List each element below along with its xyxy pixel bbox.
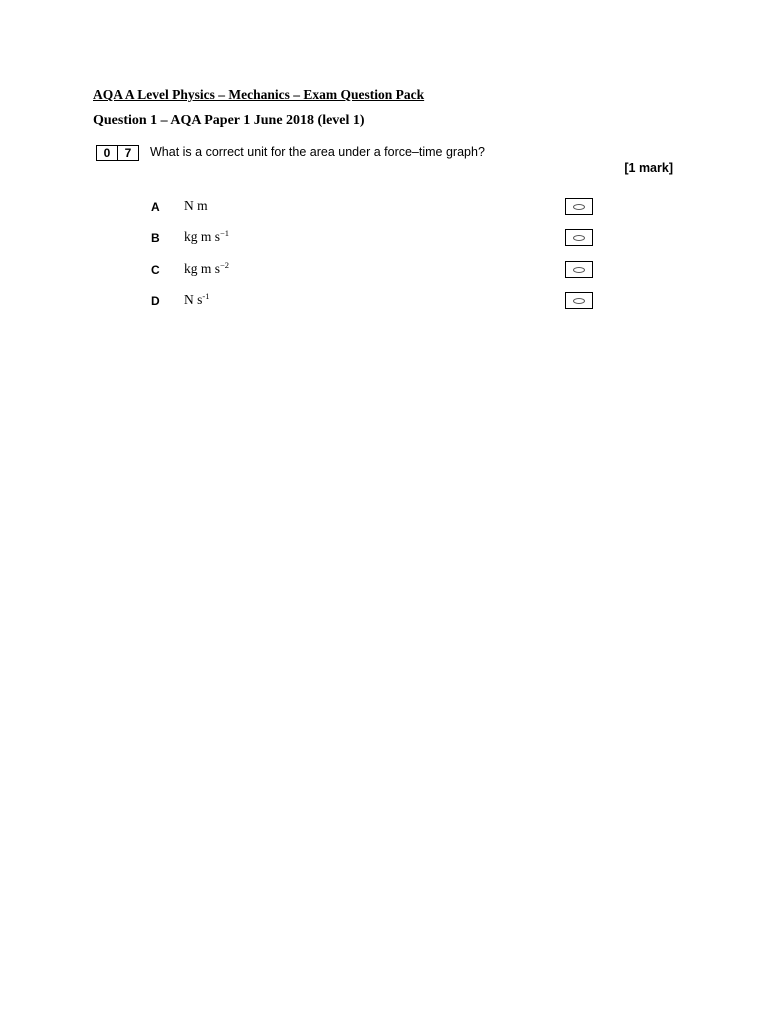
option-exponent: -1: [202, 291, 210, 301]
answer-checkbox-c[interactable]: [565, 261, 593, 278]
question-number-digit: 0: [103, 146, 111, 160]
option-unit: kg m $s^{-1}$: [184, 228, 230, 244]
question-text: What is a correct unit for the area under a force–time graph?: [150, 145, 485, 159]
question-number-digit: 7: [117, 146, 138, 160]
question-number-box: [96, 145, 139, 161]
answer-checkbox-b[interactable]: [565, 229, 593, 246]
option-exponent: −2: [220, 260, 230, 270]
question-heading: Question 1 – AQA Paper 1 June 2018 (level 1): [93, 113, 365, 128]
option-d: [150, 292, 594, 312]
oval-icon: [573, 298, 585, 304]
oval-icon: [573, 267, 585, 273]
option-a: [150, 198, 594, 218]
option-letter: A: [151, 200, 160, 214]
answer-checkbox-d[interactable]: [565, 292, 593, 309]
option-c: [150, 261, 594, 281]
option-unit: kg m $s^{-2}$: [184, 260, 230, 276]
option-unit: N $s^{-1}$: [184, 291, 210, 307]
oval-icon: [573, 235, 585, 241]
option-letter: D: [151, 294, 160, 308]
option-exponent: −1: [220, 228, 230, 238]
oval-icon: [573, 204, 585, 210]
option-unit: N m: [184, 198, 208, 213]
document-title: AQA A Level Physics – Mechanics – Exam Question Pack: [93, 87, 425, 102]
marks-label: [1 mark]: [624, 161, 673, 175]
answer-checkbox-a[interactable]: [565, 198, 593, 215]
option-letter: B: [151, 231, 160, 245]
option-b: [150, 229, 594, 249]
option-letter: C: [151, 263, 160, 277]
